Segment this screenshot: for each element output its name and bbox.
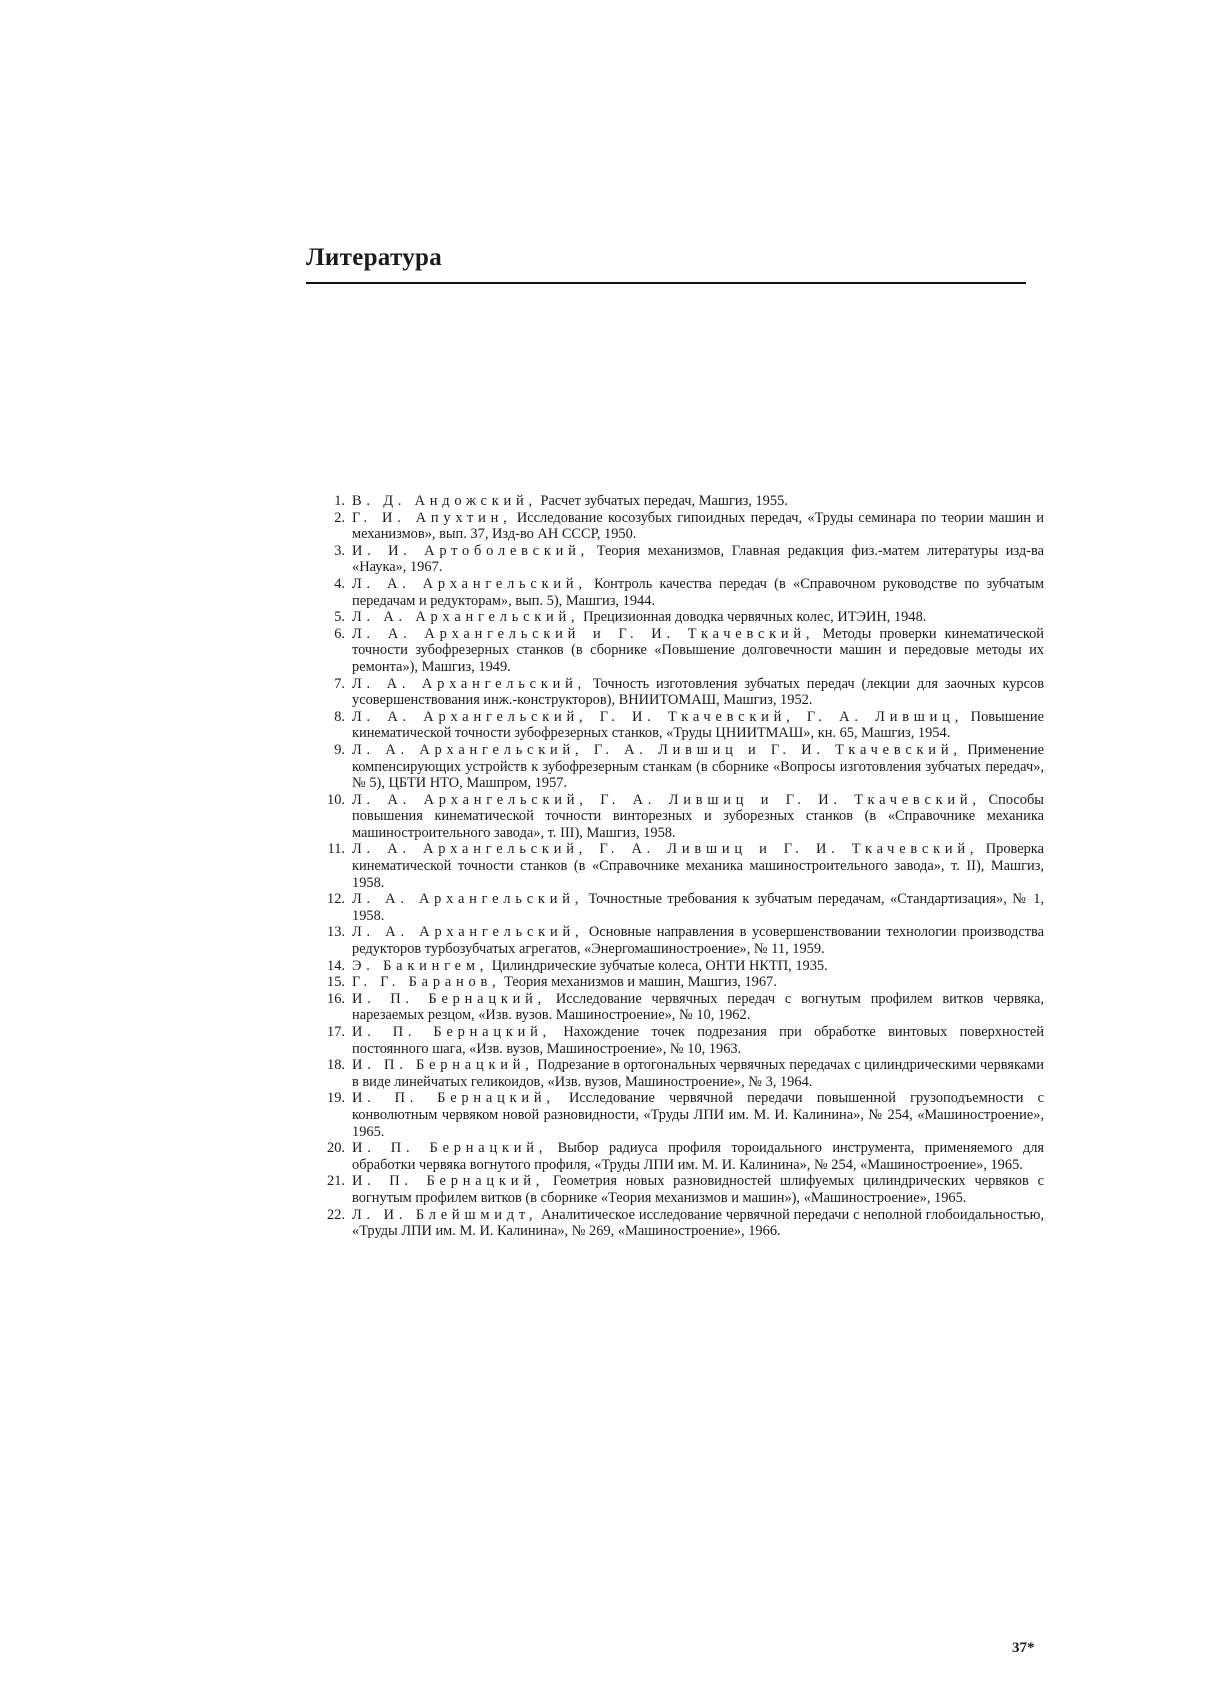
reference-text: Геометрия новых разновидностей шлифуемых цилиндрических червяков с вогнутым профилем витков (в сборнике «Теория механизмов и машин»), «Машиностроение», 1965. (352, 1173, 1044, 1206)
reference-number: 16. (327, 990, 345, 1007)
reference-text: Прецизионная доводка червячных колес, ИТЭИН, 1948. (583, 609, 927, 626)
reference-number: 21. (327, 1173, 345, 1190)
reference-author: Л. А. Архангельский, Г. А. Лившиц и Г. И. Ткачевский, (352, 791, 981, 808)
reference-author: Г. Г. Баранов, (352, 974, 501, 991)
reference-number: 8. (334, 708, 345, 725)
reference-list (312, 493, 1044, 1240)
reference-author: Г. И. Апухтин, (352, 509, 512, 526)
reference-author: Л. И. Блейшмидт, (352, 1206, 538, 1223)
reference-text: Цилиндрические зубчатые колеса, ОНТИ НКТП, 1935. (491, 957, 828, 974)
reference-number: 13. (327, 924, 345, 941)
reference-item (312, 991, 1044, 1024)
reference-item (312, 958, 1044, 975)
reference-author: Э. Бакингем, (352, 957, 489, 974)
reference-author: Л. А. Архангельский, Г. А. Лившиц и Г. И. Ткачевский, (352, 741, 962, 758)
reference-text: Основные направления в усовершенствовании технологии производства редукторов турбозубчатых агрегатов, «Энергомашиностроение», № 11, 1959. (352, 924, 1044, 958)
reference-text: Аналитическое исследование червячной передачи с неполной глобоидальностью, «Труды ЛПИ им. М. И. Калинина», № 269, «Машиностроение», 1966. (352, 1206, 1044, 1240)
reference-number: 12. (327, 891, 345, 908)
reference-text: Теория механизмов, Главная редакция физ.-матем литературы изд-ва «Наука», 1967. (352, 542, 1044, 576)
reference-author: Л. А. Архангельский, (352, 609, 580, 626)
reference-text: Теория механизмов и машин, Машгиз, 1967. (504, 974, 777, 991)
reference-text: Проверка кинематической точности станков (в «Справочнике механика машиностроительного завода», т. II), Машгиз, 1958. (352, 841, 1044, 891)
reference-item (312, 924, 1044, 957)
reference-text: Способы повышения кинематической точности винторезных и зуборезных станков (в «Справочнике механика машиностроительного завода», т. III), Машгиз, 1958. (352, 791, 1044, 841)
reference-item (312, 676, 1044, 709)
page-title: Литература (306, 244, 443, 271)
reference-author: Л. А. Архангельский, (352, 891, 584, 908)
reference-text: Контроль качества передач (в «Справочном руководстве по зубчатым передачам и редукторам», вып. 5), Машгиз, 1944. (352, 575, 1044, 609)
reference-number: 17. (327, 1024, 345, 1040)
reference-item (312, 841, 1044, 891)
reference-number: 4. (334, 575, 345, 592)
reference-item (312, 510, 1044, 543)
reference-author: И. П. Бернацкий, (352, 1140, 548, 1157)
reference-author: Л. А. Архангельский, (352, 924, 584, 941)
page-number: 37* (1012, 1640, 1035, 1656)
reference-author: Л. А. Архангельский, Г. А. Лившиц и Г. И. Ткачевский, (352, 841, 979, 858)
reference-text: Исследование червячной передачи повышенной грузоподъемности с конволютным червяком новой разновидности, «Труды ЛПИ им. М. И. Калинина», № 254, «Машиностроение», 1965. (352, 1090, 1044, 1140)
reference-item (312, 543, 1044, 576)
reference-author: В. Д. Андожский, (352, 493, 537, 509)
reference-item (312, 493, 1044, 510)
reference-number: 19. (327, 1090, 345, 1107)
reference-author: Л. А. Архангельский, (352, 675, 587, 692)
reference-item (312, 792, 1044, 842)
title-rule (306, 282, 1026, 284)
reference-text: Выбор радиуса профиля тороидального инструмента, применяемого для обработки червяка вогнутого профиля, «Труды ЛПИ им. М. И. Калинина», № 254, «Машиностроение», 1965. (352, 1140, 1044, 1173)
reference-item (312, 609, 1044, 626)
reference-item (312, 974, 1044, 991)
reference-item (312, 742, 1044, 792)
reference-number: 5. (334, 609, 345, 626)
reference-text: Подрезание в ортогональных червячных передачах с цилиндрическими червяками в виде линейчатых геликоидов, «Изв. вузов, Машиностроение», № 3, 1964. (352, 1057, 1044, 1090)
reference-text: Применение компенсирующих устройств к зубофрезерным станкам (в сборнике «Вопросы изготовления зубчатых передач», № 5), ЦБТИ НТО, Машпром, 1957. (352, 741, 1044, 792)
reference-item (312, 576, 1044, 609)
reference-number: 7. (334, 675, 345, 692)
reference-item (312, 1024, 1044, 1057)
reference-number: 22. (327, 1206, 345, 1223)
reference-item (312, 1140, 1044, 1173)
reference-item (312, 1173, 1044, 1206)
reference-text: Методы проверки кинематической точности зубофрезерных станков (в сборнике «Повышение долговечности машин и передовые методы их ремонта»), Машгиз, 1949. (352, 625, 1045, 675)
reference-author: И. П. Бернацкий, (352, 990, 547, 1007)
reference-item (312, 1207, 1044, 1240)
reference-author: И. П. Бернацкий, (352, 1024, 552, 1040)
reference-text: Точностные требования к зубчатым передачам, «Стандартизация», № 1, 1958. (352, 891, 1044, 924)
reference-number: 14. (327, 957, 345, 974)
reference-text: Исследование червячных передач с вогнутым профилем витков червяка, нарезаемых резцом, «Изв. вузов. Машиностроение», № 10, 1962. (352, 990, 1044, 1024)
reference-author: Л. А. Архангельский, (352, 575, 587, 592)
reference-number: 1. (334, 493, 345, 509)
reference-item (312, 891, 1044, 924)
reference-number: 2. (334, 509, 345, 526)
reference-item (312, 626, 1044, 676)
reference-text: Исследование косозубых гипоидных передач, «Труды семинара по теории машин и механизмов», вып. 37, Изд-во АН СССР, 1950. (352, 509, 1045, 543)
reference-number: 3. (334, 542, 345, 559)
reference-author: И. П. Бернацкий, (352, 1173, 545, 1190)
reference-item (312, 1057, 1044, 1090)
reference-item (312, 709, 1044, 742)
reference-number: 9. (334, 741, 345, 758)
reference-text: Нахождение точек подрезания при обработке винтовых поверхностей постоянного шага, «Изв. вузов, Машиностроение», № 10, 1963. (352, 1024, 1044, 1057)
reference-item (312, 1090, 1044, 1140)
reference-number: 18. (327, 1057, 345, 1074)
reference-author: И. П. Бернацкий, (352, 1057, 534, 1074)
reference-number: 6. (334, 625, 345, 642)
reference-number: 11. (327, 841, 345, 858)
reference-author: Л. А. Архангельский, Г. И. Ткачевский, Г. А. Лившиц, (352, 708, 964, 725)
reference-number: 10. (327, 791, 345, 808)
reference-number: 20. (327, 1140, 345, 1157)
reference-author: Л. А. Архангельский и Г. И. Ткачевский, (352, 625, 815, 642)
reference-text: Повышение кинематической точности зубофрезерных станков, «Труды ЦНИИТМАШ», кн. 65, Машгиз, 1954. (352, 708, 1044, 742)
reference-author: И. И. Артоболевский, (352, 542, 590, 559)
reference-number: 15. (327, 974, 345, 991)
reference-text: Расчет зубчатых передач, Машгиз, 1955. (540, 493, 788, 509)
reference-text: Точность изготовления зубчатых передач (лекции для заочных курсов усовершенствования инж.-конструкторов), ВНИИТОМАШ, Машгиз, 1952. (352, 675, 1044, 709)
reference-author: И. П. Бернацкий, (352, 1090, 555, 1107)
